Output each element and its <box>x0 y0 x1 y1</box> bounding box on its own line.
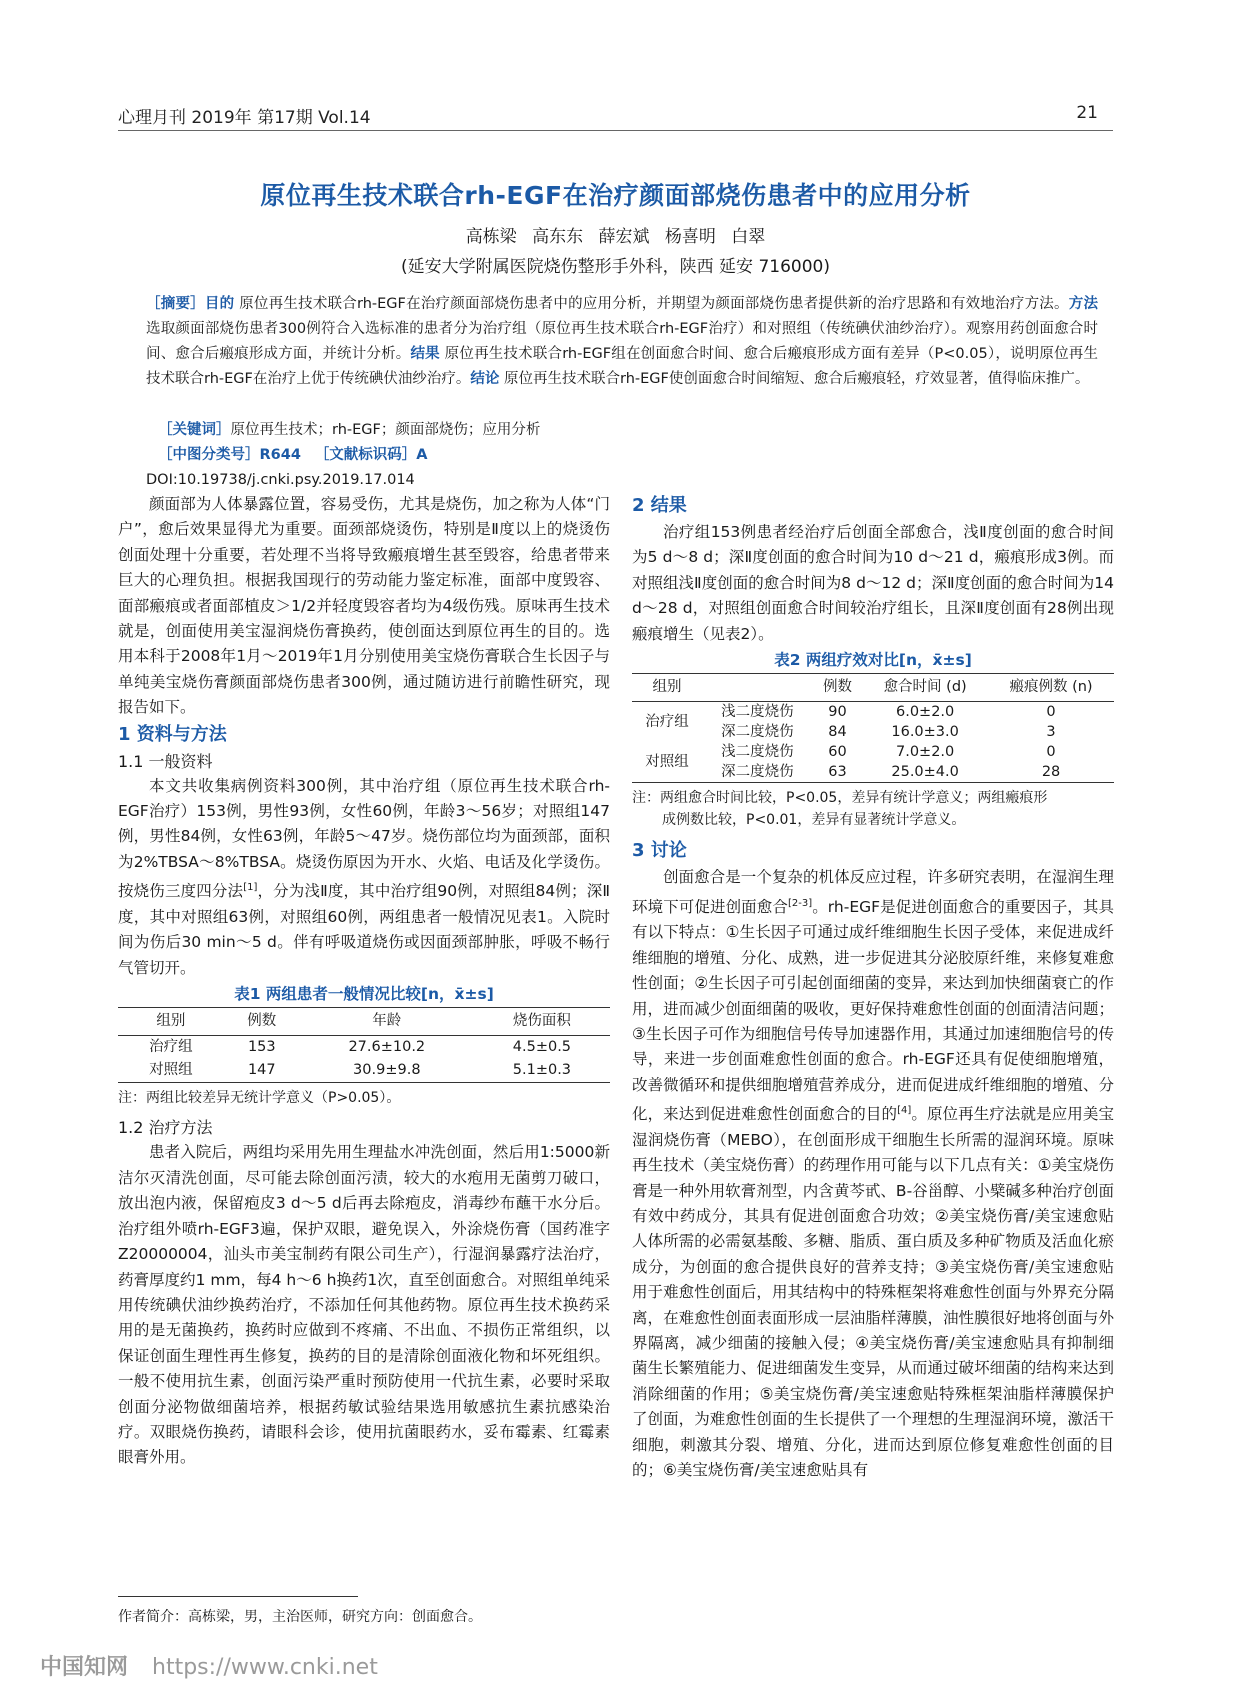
section-1-heading: 1 资料与方法 <box>118 723 227 745</box>
section-3-heading: 3 讨论 <box>632 840 687 862</box>
table-cell: 6.0±2.0 <box>895 704 955 721</box>
table-2-header: 愈合时间 (d) <box>862 674 988 702</box>
table-2-header <box>702 674 813 702</box>
table-1 <box>118 1007 610 1083</box>
table-row <box>632 762 1114 783</box>
table-cell: 7.0±2.0 <box>895 744 955 761</box>
table-cell: 0 <box>1046 744 1056 761</box>
section-2-paragraph: 治疗组153例患者经治疗后创面全部愈合，浅Ⅱ度创面的愈合时间为5 d～8 d；深Ⅱ度创面的愈合时间为10 d～21 d，瘢痕形成3例。而对照组浅Ⅱ度创面的愈合时间为8 d～12 d；深Ⅱ度创面的愈合时间为14 d～28 d，对照组创面愈合时间较治疗组长，且深Ⅱ度创面有28例出现瘢痕增生（见表2）。 <box>632 523 1114 643</box>
table-1-header: 烧伤面积 <box>474 1008 610 1036</box>
abstract <box>146 292 1098 392</box>
table-cell: 16.0±3.0 <box>891 724 959 741</box>
section-1-1-text-b: ，分为浅Ⅱ度，其中治疗组90例，对照组84例；深Ⅱ度，其中对照组63例，对照组60例，两组患者一般情况见表1。入院时间为伤后30 min～5 d。伴有呼吸道烧伤或因面颈部肿胀，呼吸不畅行气管切开。 <box>118 882 610 977</box>
ref-1: [1] <box>243 882 258 894</box>
table-cell: 147 <box>247 1062 276 1079</box>
paper-title: 原位再生技术联合rh-EGF在治疗颜面部烧伤患者中的应用分析 <box>260 181 971 210</box>
conclusion-text: 原位再生技术联合rh-EGF使创面愈合时间缩短、愈合后瘢痕轻，疗效显著，值得临床推广。 <box>499 371 1090 387</box>
table-2-note <box>632 787 1114 831</box>
section-3-text-c: 。原位再生疗法就是应用美宝湿润烧伤膏（MEBO），在创面形成干细胞生长所需的湿润环境。原味再生技术（美宝烧伤膏）的药理作用可能与以下几点有关：①美宝烧伤膏是一种外用软膏剂型，内含黄芩甙、B-谷甾醇、小檗碱多种治疗创面有效中药成分，其具有促进创面愈合功效；②美宝烧伤膏/美宝速愈贴人体所需的必需氨基酸、多糖、脂质、蛋白质及多种矿物质及活血化瘀成分，为创面的愈合提供良好的营养支持；③美宝烧伤膏/美宝速愈贴用于难愈性创面后，用其结构中的特殊框架将难愈性创面与外界充分隔离，在难愈性创面表面形成一层油脂样薄膜，油性膜很好地将创面与外界隔离，减少细菌的接触入侵；④美宝烧伤膏/美宝速愈贴具有抑制细菌生长繁殖能力、促进细菌发生变异，从而通过破坏细菌的结构来达到消除细菌的作用；⑤美宝烧伤膏/美宝速愈贴特殊框架油脂样薄膜保护了创面，为难愈性创面的生长提供了一个理想的生理湿润环境，激活干细胞，刺激其分裂、增殖、分化，进而达到原位修复难愈性创面的目的；⑥美宝烧伤膏/美宝速愈贴具有 <box>632 1105 1114 1480</box>
table-row <box>632 742 1114 762</box>
intro-paragraph: 颜面部为人体暴露位置，容易受伤，尤其是烧伤，加之称为人体“门户”，愈后效果显得尤为重要。面颈部烧烫伤，特别是Ⅱ度以上的烧烫伤创面处理十分重要，若处理不当将导致瘢痕增生甚至毁容，给患者带来巨大的心理负担。根据我国现行的劳动能力鉴定标准，面部中度毁容、面部瘢痕或者面部植皮＞1/2并轻度毁容者均为4级伤残。原味再生技术就是，创面使用美宝湿润烧伤膏换药，使创面达到原位再生的目的。选用本科于2008年1月～2019年1月分别使用美宝烧伤膏联合生长因子与单纯美宝烧伤膏颜面部烧伤患者300例，通过随访进行前瞻性研究，现报告如下。 <box>118 495 610 717</box>
table-2-note-line2: 成例数比较，P<0.01，差异有显著统计学意义。 <box>662 812 966 829</box>
keywords <box>158 418 1098 442</box>
authors: 高栋梁 高东东 薛宏斌 杨喜明 白翠 <box>465 227 766 247</box>
conclusion-label: 结论 <box>470 371 500 387</box>
keywords-text: 原位再生技术；rh-EGF；颜面部烧伤；应用分析 <box>230 422 541 438</box>
table-row <box>632 702 1114 723</box>
table-cell: 84 <box>828 724 847 741</box>
result-text: 原位再生技术联合rh-EGF组在创面愈合时间、愈合后瘢痕形成方面有差异（P<0.05），说明原位再生技术联合rh-EGF在治疗上优于传统碘伏油纱治疗。 <box>146 346 1099 387</box>
table-2-note-line1: 注：两组愈合时间比较，P<0.05，差异有统计学意义；两组瘢痕形 <box>632 790 1048 807</box>
table-cell: 深二度烧伤 <box>721 724 794 741</box>
table-cell: 28 <box>1041 764 1061 781</box>
table-1-header: 例数 <box>224 1008 300 1036</box>
cnki-watermark <box>40 1650 378 1681</box>
watermark-brand: 中国知网 <box>40 1655 129 1680</box>
doc-code-label: ［文献标识码］ <box>314 447 417 463</box>
result-label: 结果 <box>410 346 440 362</box>
group-cell: 对照组 <box>645 754 689 771</box>
purpose-label: 目的 <box>204 296 235 312</box>
table-cell: 深二度烧伤 <box>721 764 794 781</box>
section-3-paragraph <box>632 865 1114 1483</box>
doi: DOI:10.19738/j.cnki.psy.2019.17.014 <box>146 472 415 488</box>
keywords-label: ［关键词］ <box>158 422 231 438</box>
table-cell: 治疗组 <box>149 1039 193 1056</box>
section-3-text-a: 创面愈合是一个复杂的机体反应过程，许多研究表明，在湿润生理环境下可促进创面愈合 <box>632 868 1114 916</box>
section-1-1-text-a: 本文共收集病例资料300例，其中治疗组（原位再生技术联合rh-EGF治疗）153例，男性93例，女性60例，年龄3～56岁；对照组147例，男性84例，女性63例，年龄5～47岁。烧伤部位均为面颈部，面积为2%TBSA～8%TBSA。烧烫伤原因为开水、火焰、电话及化学烫伤。按烧伤三度四分法 <box>118 776 610 901</box>
table-cell: 浅二度烧伤 <box>721 744 794 761</box>
right-column <box>632 492 1114 1484</box>
author-footnote: 作者简介：高栋梁，男，主治医师，研究方向：创面愈合。 <box>118 1609 482 1625</box>
classification <box>158 443 1098 467</box>
table-2-header: 例数 <box>813 674 862 702</box>
section-1-1-heading: 1.1 一般资料 <box>118 751 213 771</box>
table-cell: 30.9±9.8 <box>353 1062 421 1079</box>
footnote-rule <box>118 1596 358 1597</box>
table-cell: 3 <box>1046 724 1056 741</box>
journal-header: 心理月刊 2019年 第17期 Vol.14 <box>118 108 371 128</box>
table-1-header: 年龄 <box>300 1008 474 1036</box>
table-cell: 27.6±10.2 <box>348 1039 426 1056</box>
table-2-header: 瘢痕例数 (n) <box>988 674 1114 702</box>
abstract-label: ［摘要］ <box>146 296 205 312</box>
table-cell: 浅二度烧伤 <box>721 704 794 721</box>
table-cell: 0 <box>1046 704 1056 721</box>
table-2-caption: 表2 两组疗效对比[n，x̄±s] <box>774 651 972 670</box>
table-cell: 63 <box>828 764 847 781</box>
table-cell: 25.0±4.0 <box>891 764 959 781</box>
section-1-2-paragraph: 患者入院后，两组均采用先用生理盐水冲洗创面，然后用1:5000新洁尔灭清洗创面，尽可能去除创面污渍，较大的水疱用无菌剪刀破口，放出泡内液，保留疱皮3 d～5 d后再去除疱皮，消毒纱布蘸干水分后。治疗组外喷rh-EGF3遍，保护双眼，避免误入，外涂烧伤膏（国药准字Z20000004，汕头市美宝制药有限公司生产），行湿润暴露疗法治疗，药膏厚度约1 mm，每4 h～6 h换药1次，直至创面愈合。对照组单纯采用传统碘伏油纱换药治疗，不添加任何其他药物。原位再生技术换药采用的是无菌换药，换药时应做到不疼痛、不出血、不损伤正常组织，以保证创面生理性再生修复，换药的目的是清除创面液化物和坏死组织。一般不使用抗生素，创面污染严重时预防使用一代抗生素，必要时采取创面分泌物做细菌培养，根据药敏试验结果选用敏感抗生素抗感染治疗。双眼烧伤换药，请眼科会诊，使用抗菌眼药水，妥布霉素、红霉素眼膏外用。 <box>118 1143 610 1467</box>
table-row <box>118 1036 610 1060</box>
section-1-1-paragraph <box>118 774 610 981</box>
clc-label: ［中图分类号］ <box>158 447 260 463</box>
table-cell: 对照组 <box>149 1062 193 1079</box>
ref-2-3: [2-3] <box>787 897 813 909</box>
table-row <box>118 1059 610 1083</box>
clc-value: R644 <box>259 447 301 463</box>
purpose-text: 原位再生技术联合rh-EGF在治疗颜面部烧伤患者中的应用分析，并期望为颜面部烧伤患者提供新的治疗思路和有效地治疗方法。 <box>234 296 1069 312</box>
table-cell: 4.5±0.5 <box>512 1039 572 1056</box>
table-1-note: 注：两组比较差异无统计学意义（P>0.05）。 <box>118 1090 401 1107</box>
ref-4: [4] <box>897 1105 912 1117</box>
header-rule <box>118 130 1113 131</box>
table-cell: 153 <box>247 1039 276 1056</box>
watermark-url: https://www.cnki.net <box>152 1655 378 1680</box>
table-2 <box>632 673 1114 783</box>
method-text: 选取颜面部烧伤患者300例符合入选标准的患者分为治疗组（原位再生技术联合rh-EGF治疗）和对照组（传统碘伏油纱治疗）。观察用药创面愈合时间、愈合后瘢痕形成方面，并统计分析。 <box>146 321 1098 362</box>
section-1-2-heading: 1.2 治疗方法 <box>118 1118 213 1138</box>
affiliation: (延安大学附属医院烧伤整形手外科，陕西 延安 716000) <box>401 257 830 277</box>
left-column <box>118 492 610 1471</box>
section-2-heading: 2 结果 <box>632 495 687 516</box>
table-1-caption: 表1 两组患者一般情况比较[n，x̄±s] <box>234 985 494 1004</box>
table-1-header: 组别 <box>118 1008 224 1036</box>
table-2-header: 组别 <box>632 674 702 702</box>
table-cell: 60 <box>828 744 847 761</box>
method-label: 方法 <box>1068 296 1098 312</box>
page-number: 21 <box>1076 103 1098 123</box>
table-cell: 90 <box>828 704 847 721</box>
table-row <box>632 722 1114 742</box>
group-cell: 治疗组 <box>645 714 689 731</box>
doc-code-value: A <box>416 447 428 463</box>
section-3-text-b: 。rh-EGF是促进创面愈合的重要因子，其具有以下特点：①生长因子可通过成纤维细胞生长因子受体，来促进成纤维细胞的增殖、分化、成熟，进一步促进其分泌胶原纤维，来修复难愈性创面；②生长因子可引起创面细菌的变异，来达到加快细菌衰亡的作用，进而减少创面细菌的吸收，更好保持难愈性创面的创面清洁问题；③生长因子可作为细胞信号传导加速器作用，其通过加速细胞信号的传导，来进一步创面难愈性创面的愈合。rh-EGF还具有促使细胞增殖，改善微循环和提供细胞增殖营养成分，进而促进成纤维细胞的增殖、分化，来达到促进难愈性创面愈合的目的 <box>632 898 1114 1124</box>
table-cell: 5.1±0.3 <box>512 1062 572 1079</box>
